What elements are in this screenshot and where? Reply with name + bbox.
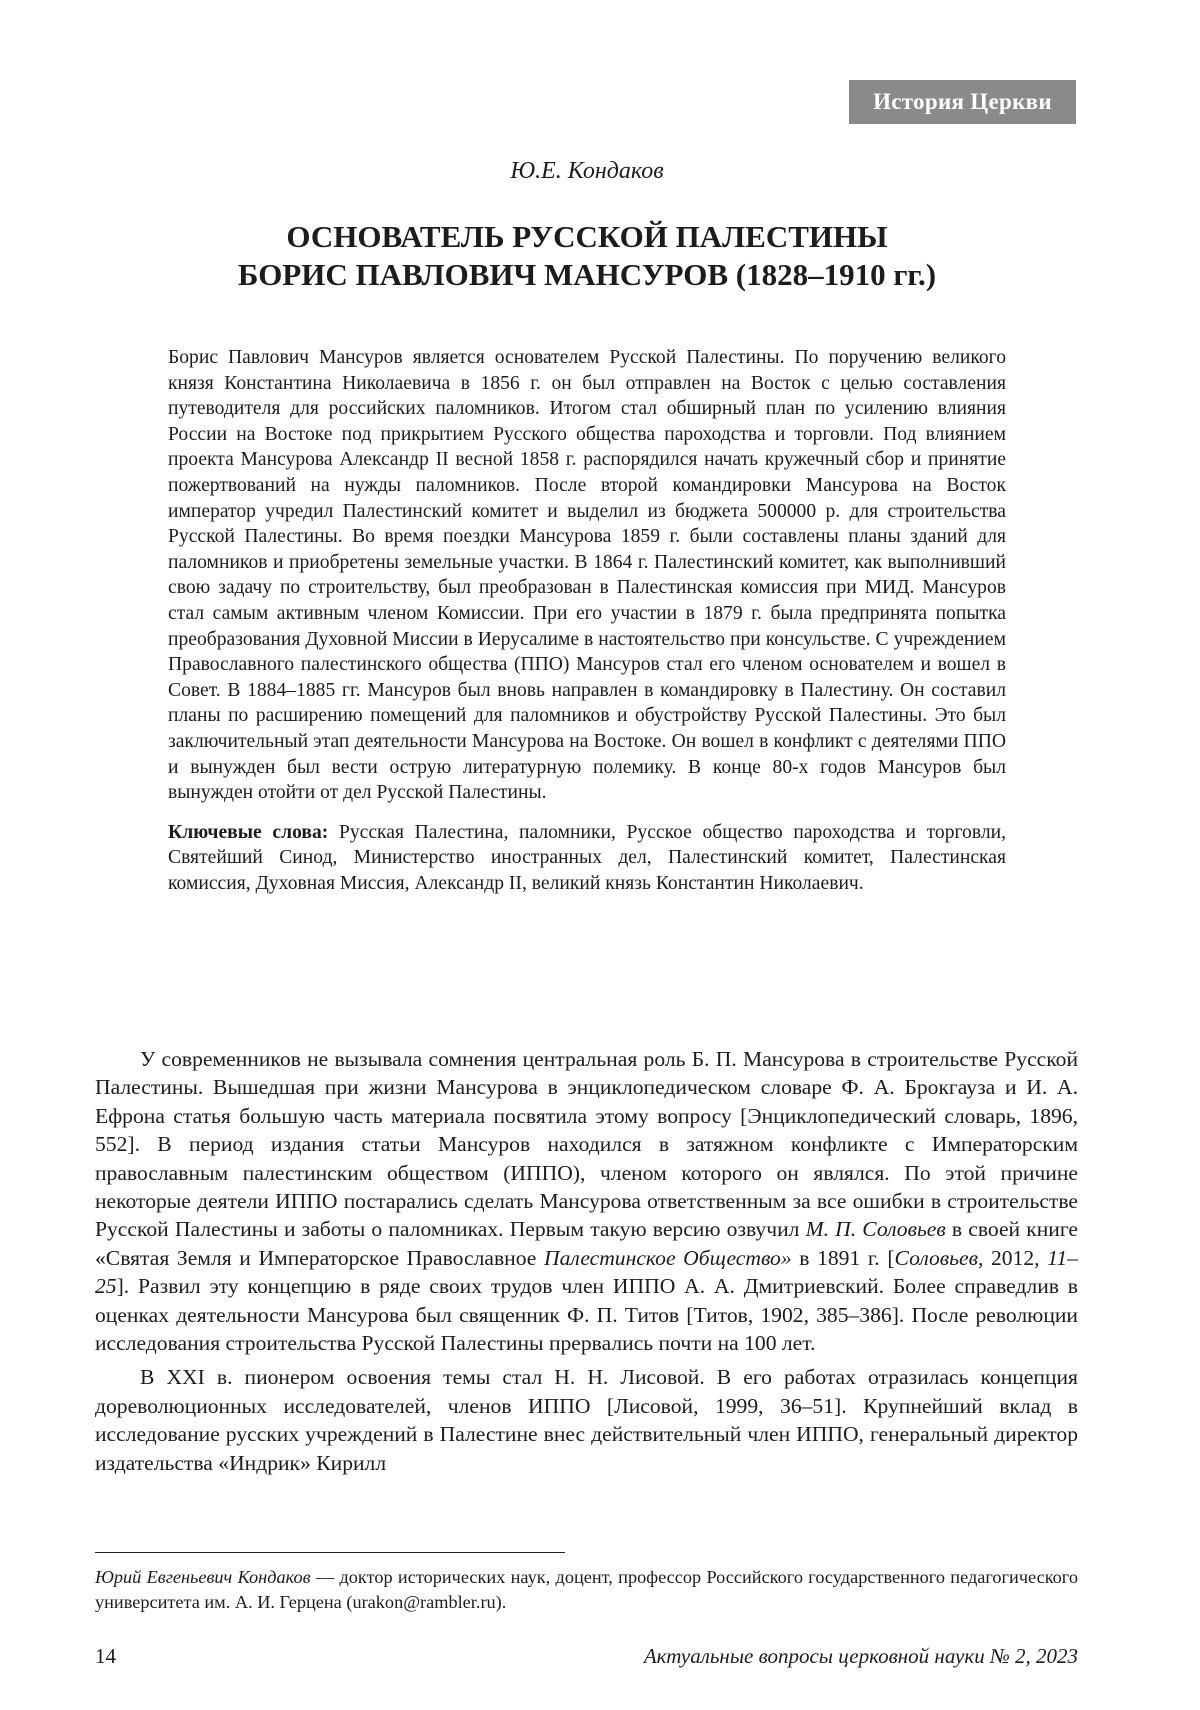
body-text-run: в 1891 г. [ [791,1245,895,1270]
keywords-label: Ключевые слова: [168,821,329,843]
body-paragraph-2: В XXI в. пионером освоения темы стал Н. Н. Лисовой. В его работах отразилась концепция дореволюционных исследователей, членов ИППО [Лисовой, 1999, 36–51]. Крупнейший вклад в исследование русских учреждений в Палестине внес действительный член ИППО, генеральный директор издательства «Индрик» Кирилл [95,1365,1078,1475]
footnote-author-name: Юрий Евгеньевич Кондаков [95,1567,311,1587]
citation-pages: 11–25 [95,1245,1078,1299]
title-line-2: БОРИС ПАВЛОВИЧ МАНСУРОВ (1828–1910 гг.) [237,257,937,292]
citation-author: Соловьев, [894,1245,984,1270]
article-body [95,1045,1078,1477]
journal-title: Актуальные вопросы церковной науки № 2, 2023 [643,1644,1078,1668]
keywords-list: Русская Палестина, паломники, Русское общество пароходства и торговли, Святейший Синод, Министерство иностранных дел, Палестинский комитет, Палестинская комиссия, Духовная Миссия, Александр II, великий князь Константин Николаевич. [168,821,1006,894]
body-text-run: У современников не вызывала сомнения центральная роль Б. П. Мансурова в строительстве Русской Палестины. Вышедшая при жизни Мансурова в энциклопедическом словаре Ф. А. Брокгауза и И. А. Ефрона статья большую часть материала посвятила этому вопросу [Энциклопедический словарь, 1896, 552]. В период издания статьи Мансуров находился в затяжном конфликте с Императорским православным палестинским обществом (ИППО), членом которого он являлся. По этой причине некоторые деятели ИППО постарались сделать Мансурова ответственным за все ошибки в строительстве Русской Палестины и заботы о паломниках. Первым такую версию озвучил [95,1047,1078,1242]
article-title [0,218,1174,294]
abstract [168,345,1006,896]
section-label: История Церкви [849,80,1076,124]
body-paragraph-1 [95,1045,1078,1357]
title-line-1: ОСНОВАТЕЛЬ РУССКОЙ ПАЛЕСТИНЫ [286,219,888,254]
book-title-italic: Палестинское Общество» [543,1245,792,1270]
keywords [168,820,1006,897]
page-number: 14 [95,1644,116,1668]
footnote [95,1565,1078,1615]
body-text-run: 2012, [983,1245,1048,1270]
footnote-text: — доктор исторических наук, доцент, профессор Российского государственного педагогического университета им. А. И. Герцена (urakon@rambler.ru). [95,1567,1078,1612]
body-text-run: в своей книге «Святая Земля и Императорское Православное [95,1217,1078,1270]
footnote-divider [95,1552,565,1553]
author-reference: М. П. Соловьев [805,1217,946,1242]
abstract-text: Борис Павлович Мансуров является основателем Русской Палестины. По поручению великого князя Константина Николаевича в 1856 г. он был отправлен на Восток с целью составления путеводителя для российских паломников. Итогом стал обширный план по усилению влияния России на Востоке под прикрытием Русского общества пароходства и торговли. Под влиянием проекта Мансурова Александр II весной 1858 г. распорядился начать кружечный сбор и принятие пожертвований на нужды паломников. После второй командировки Мансурова на Восток император учредил Палестинский комитет и выделил из бюджета 500000 р. для строительства Русской Палестины. Во время поездки Мансурова 1859 г. были составлены планы зданий для паломников и приобретены земельные участки. В 1864 г. Палестинский комитет, как выполнивший свою задачу по строительству, был преобразован в Палестинская комиссия при МИД. Мансуров стал самым активным членом Комиссии. При его участии в 1879 г. была предпринята попытка преобразования Духовной Миссии в Иерусалиме в настоятельство при консульстве. С учреждением Православного палестинского общества (ППО) Мансуров стал его членом основателем и вошел в Совет. В 1884–1885 гг. Мансуров был вновь направлен в командировку в Палестину. Он составил планы по расширению помещений для паломников и обустройству Русской Палестины. Это был заключительный этап деятельности Мансурова на Востоке. Он вошел в конфликт с деятелями ППО и вынужден был вести острую литературную полемику. В конце 80-х годов Мансуров был вынужден отойти от дел Русской Палестины. [168,347,1006,804]
body-text-run: ]. Развил эту концепцию в ряде своих трудов член ИППО А. А. Дмитриевский. Более справедлив в оценках деятельности Мансурова был священник Ф. П. Титов [Титов, 1902, 385–386]. После революции исследования строительства Русской Палестины прервались почти на 100 лет. [95,1274,1078,1356]
article-author: Ю.Е. Кондаков [510,158,664,184]
